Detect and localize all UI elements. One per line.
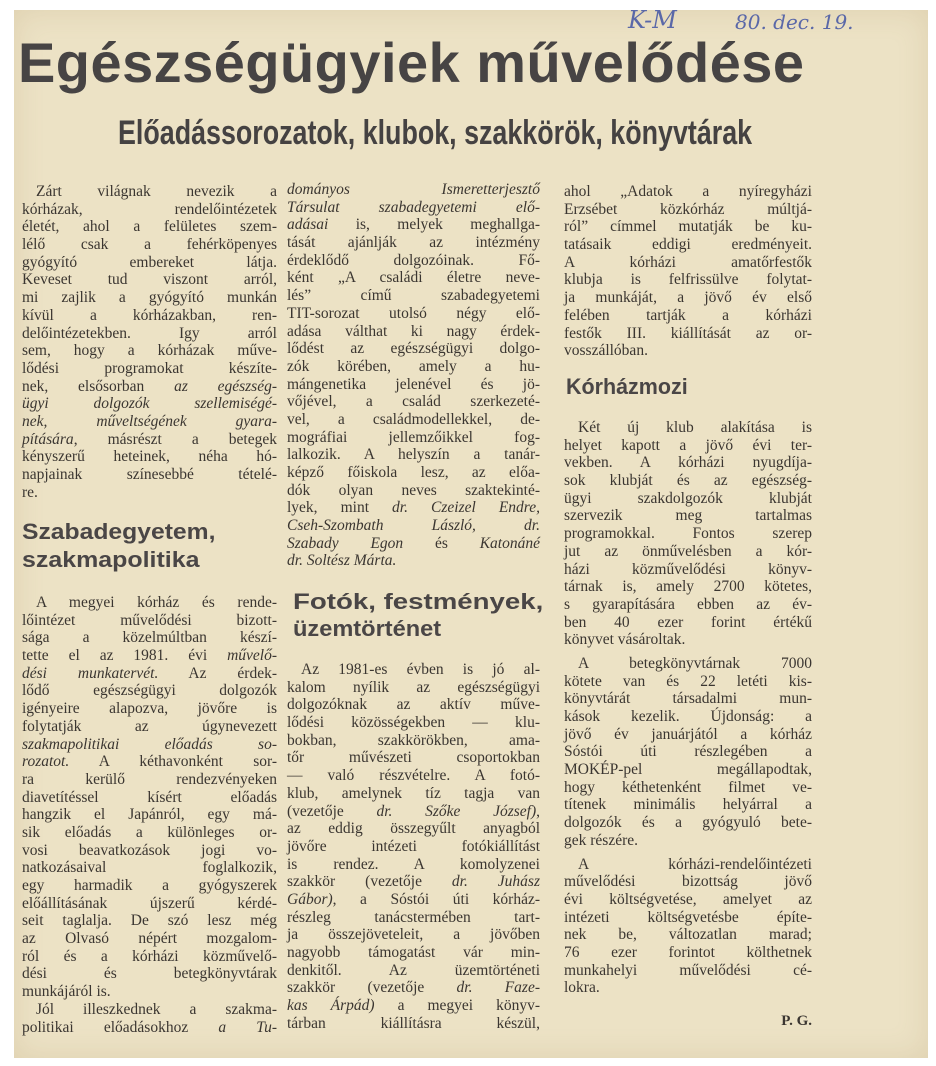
text-line: klub, amelynek tíz tagja van xyxy=(287,784,540,802)
text-line: lőintézet művelődési bizott- xyxy=(22,611,277,629)
section-heading: szakmapolitika xyxy=(22,547,200,572)
text-line xyxy=(287,216,540,234)
text-line xyxy=(287,803,540,821)
text: a megyei könyv- xyxy=(374,997,540,1015)
text-line: vel, a családmodellekkel, de- xyxy=(287,410,540,428)
text-line: tárban kiállításra készül, xyxy=(287,1014,540,1032)
text: A kéthavonként sor- xyxy=(69,753,277,771)
text-line: Sóstói úti részlegében a xyxy=(564,743,812,761)
text: (vezetője xyxy=(287,802,377,820)
column-3-section xyxy=(564,419,812,997)
paragraph xyxy=(22,1001,277,1036)
text-line: intézeti költségvetésbe építe- xyxy=(564,908,812,926)
text-line: Jól illeszkednek a szakma- xyxy=(36,1000,277,1018)
text-line: 76 ezer forintot költhetnek xyxy=(564,943,812,961)
text-line: jövő év januárjától a kórház xyxy=(564,725,812,743)
italic-text: dr. Czeizel Endre, xyxy=(392,499,540,517)
text-line: gyógyító embereket látja. xyxy=(22,253,277,271)
column-1-section xyxy=(22,594,277,1036)
column-3-top xyxy=(564,183,812,360)
text-line: re. xyxy=(22,483,38,501)
text-line: lalkozik. A helyszín a tanár- xyxy=(287,446,540,464)
text-line: lődő egészségügyi dolgozók xyxy=(22,682,277,700)
text-line xyxy=(287,997,540,1015)
text-line: zók körében, amely a hu- xyxy=(287,357,540,375)
italic-text: pítására xyxy=(22,430,74,448)
text-line xyxy=(287,873,540,891)
text-line: kórházak, rendelőintézetek xyxy=(22,200,277,218)
text-line: seit taglalja. De szó lesz még xyxy=(22,912,277,930)
text-line: művelődési bizottság jövő xyxy=(564,873,812,891)
text-line: kalom nyílik az egészségügyi xyxy=(287,678,540,696)
text-line xyxy=(287,181,540,199)
text-line: napjainak színesebbé tételé- xyxy=(22,466,277,483)
text-line: tárnak is, amely 2700 kötetes, xyxy=(564,578,812,596)
section-heading: Kórházmozi xyxy=(566,374,688,399)
section-heading: Fotók, festmények, xyxy=(293,589,544,614)
text: Az érdek- xyxy=(158,664,277,682)
text-line: könyvtárát társadalmi mun- xyxy=(564,690,812,708)
text-line xyxy=(287,552,540,570)
text-line xyxy=(287,517,540,535)
text-line: festők III. kiállítását az or- xyxy=(564,324,812,342)
text-line: folytatják az úgynevezett xyxy=(22,717,277,735)
text: szakkör (vezetője xyxy=(287,873,452,891)
text-line: tőr művészeti csoportokban xyxy=(287,749,540,767)
text: lyek, mint xyxy=(287,499,393,517)
text-line: is rendez. A komolyzenei xyxy=(287,855,540,873)
text-line: lődést az egészségügyi dolgo- xyxy=(287,340,540,358)
section-heading: Szabadegyetem, xyxy=(22,519,216,544)
text: politikai előadásokhoz xyxy=(22,1018,219,1036)
text-line: kötete van és 22 letéti kis- xyxy=(564,672,812,690)
text-line: mi zajlik a gyógyító munkán xyxy=(22,289,277,307)
italic-text: ügyi dolgozók szellemiségé- xyxy=(22,395,277,413)
text-line: Zárt világnak nevezik a xyxy=(36,183,277,200)
text-line: vosi beavatkozások jogi vo- xyxy=(22,841,277,859)
text-line: A betegkönyvtárnak 7000 xyxy=(578,654,812,672)
italic-text: Társulat szabadegyetemi elő- xyxy=(287,198,540,216)
text-line: felében tartják a kórházi xyxy=(564,306,812,324)
column-1-intro xyxy=(22,183,277,501)
text-line: dolgozóknak az aktív műve- xyxy=(287,696,540,714)
text-line: könyvet vásároltak. xyxy=(564,631,686,649)
text-line xyxy=(287,499,540,517)
italic-text: dr. Juhász xyxy=(451,873,540,891)
text-line: Az 1981-es évben is jó al- xyxy=(301,661,540,678)
text-line: kényszerű heteinek, néha hó- xyxy=(22,448,277,466)
author-signature: P. G. xyxy=(781,1013,812,1029)
italic-text: szakmapolitikai előadás so- xyxy=(22,735,277,753)
italic-text: Szabady Egon xyxy=(287,534,404,552)
text-line: ja összejöveteleit, a jövőben xyxy=(287,926,540,944)
paragraph xyxy=(287,181,540,570)
text-line: egy harmadik a gyógyszerek xyxy=(22,877,277,894)
text-line xyxy=(287,199,540,217)
text-line: natkozásaival foglalkozik, xyxy=(22,859,277,877)
text-line: sok klubját és az egészség- xyxy=(564,472,812,490)
italic-text: dr. Szőke József) xyxy=(376,802,537,820)
italic-text: Gábor) xyxy=(287,890,333,908)
italic-text: a Tu- xyxy=(218,1018,277,1036)
text: , xyxy=(536,802,540,820)
paragraph xyxy=(564,419,812,649)
text-line: az Olvasó népért mozgalom- xyxy=(22,930,277,948)
italic-text: dományos Ismeretterjesztő xyxy=(287,181,540,198)
text-line: s gyarapítására ebben az év- xyxy=(564,595,812,613)
section-heading: üzemtörténet xyxy=(293,616,442,641)
text-line: ra kerülő rendezvényeken xyxy=(22,770,277,788)
text: , a Sóstói úti kórház- xyxy=(332,890,540,908)
text: nek, elsősorban xyxy=(22,377,175,395)
text-line: szervezik meg tartalmas xyxy=(564,507,812,525)
text-line xyxy=(22,665,277,683)
paragraph xyxy=(22,183,277,501)
text-line xyxy=(287,535,540,553)
paragraph xyxy=(564,655,812,850)
article-title: Egészségügyiek művelődése xyxy=(18,31,805,94)
italic-text: az egészség- xyxy=(174,377,277,395)
italic-text: kas Árpád) xyxy=(287,997,375,1015)
text-line: vőjével, a család szerkezeté- xyxy=(287,393,540,411)
text-line: ként „A családi életre neve- xyxy=(287,269,540,287)
text-line: lődési programokat készíte- xyxy=(22,359,277,377)
text-line: nagyobb támogatást vár min- xyxy=(287,944,540,961)
text-line: érdeklődő dolgozóinak. Fő- xyxy=(287,251,540,269)
text-line: vekben. A kórházi nyugdíja- xyxy=(564,454,812,472)
text-line: lélő csak a fehérköpenyes xyxy=(22,236,277,254)
text-line: évi költségvetése, amelyet az xyxy=(564,890,812,908)
text-line xyxy=(22,413,277,431)
text-line: az eddig összegyűlt anyagból xyxy=(287,820,540,838)
text-line: helyet kapott a jövő évi ter- xyxy=(564,436,812,454)
italic-text: nek, műveltségének gyara- xyxy=(22,412,277,430)
text-line: sem, hogy a kórházak műve- xyxy=(22,342,277,360)
text-line xyxy=(22,647,277,665)
text-line: jut az önművelésben a kór- xyxy=(564,542,812,560)
text: is, melyek meghallga- xyxy=(328,216,540,234)
text-line: programokkal. Fontos szerep xyxy=(564,525,812,543)
article-subtitle: Előadássorozatok, klubok, szakkörök, könyvtárak xyxy=(118,114,753,152)
text-line: dési és betegkönyvtárak xyxy=(22,965,277,983)
text: , másrészt a betegek xyxy=(73,430,277,448)
text-line: lés” című szabadegyetemi xyxy=(287,287,540,305)
text-line: diavetítéssel kísért előadás xyxy=(22,788,277,806)
text: szakkör (vezetője xyxy=(287,979,457,997)
text-line: bokban, szakkörökben, ama- xyxy=(287,731,540,749)
text-line xyxy=(287,891,540,909)
text-line: A megyei kórház és rende- xyxy=(36,594,277,611)
text-line: képző főiskola lesz, az előa- xyxy=(287,464,540,481)
text-line: delőintézetekben. Igy arról xyxy=(22,324,277,342)
text-line xyxy=(22,395,277,413)
text-line: sik előadás a különleges or- xyxy=(22,823,277,841)
paragraph xyxy=(564,183,812,360)
text-line: előállításának újszerű kérdé- xyxy=(22,894,277,912)
text-line: títenek minimális helyárral a xyxy=(564,796,812,814)
paragraph xyxy=(287,661,540,1032)
text-line: ja munkáját, a jövő év első xyxy=(564,289,812,307)
text-line: adása válthat ki nagy érdek- xyxy=(287,322,540,340)
text-line: munkájáról is. xyxy=(22,983,111,1001)
italic-text: művelő- xyxy=(227,647,277,665)
text-line: dók olyan neves szaktekinté- xyxy=(287,481,540,499)
text-line: házi közművelődési könyv- xyxy=(564,560,812,578)
paragraph xyxy=(564,856,812,998)
paragraph xyxy=(22,594,277,1001)
text-line: Két új klub alakítása is xyxy=(578,419,812,436)
text-line: kások kezelik. Újdonság: a xyxy=(564,708,812,725)
text-line: denkitől. Az üzemtörténeti xyxy=(287,961,540,979)
text-line: ügyi szakdolgozók klubját xyxy=(564,489,812,507)
italic-text: rozatot. xyxy=(22,753,70,771)
italic-text: adásai xyxy=(287,216,329,234)
text-line: klubja is felfrissülve folytat- xyxy=(564,271,812,289)
text-line: hangzik el Japánról, egy má- xyxy=(22,806,277,824)
text: és xyxy=(403,534,480,552)
text-line: lokra. xyxy=(564,979,600,997)
text-line: MOKÉP-pel megállapodtak, xyxy=(564,761,812,779)
text-line xyxy=(22,378,277,396)
text-line: dolgozók és a gyógyuló bete- xyxy=(564,814,812,832)
text-line xyxy=(287,979,540,997)
handwritten-date-note: 80. dec. 19. xyxy=(735,10,854,34)
column-2-section xyxy=(287,661,540,1032)
italic-text: dr. Faze- xyxy=(456,979,541,997)
text-line: ról és a kórházi közművelő- xyxy=(22,947,277,965)
text-line: A kórházi amatőrfestők xyxy=(564,253,812,271)
italic-text: Katonáné xyxy=(479,534,540,552)
text-line: — való részvételre. A fotó- xyxy=(287,767,540,785)
text-line: tását ajánlják az intézmény xyxy=(287,234,540,252)
italic-text: Cseh-Szombath László, dr. xyxy=(287,517,540,535)
text-line xyxy=(22,431,277,449)
text-line: ben 40 ezer forint értékű xyxy=(564,613,812,631)
text-line: részleg tanácstermében tart- xyxy=(287,908,540,926)
text-line: kívül a kórházakban, ren- xyxy=(22,306,277,324)
text-line: sága a közelmúltban készí- xyxy=(22,629,277,647)
text-line: tatásaik eddigi eredményeit. xyxy=(564,236,812,254)
text-line: hogy kéthetenként filmet ve- xyxy=(564,778,812,796)
handwritten-source-note: K-M xyxy=(628,6,677,34)
column-2-top xyxy=(287,181,540,570)
text-line xyxy=(22,753,277,771)
text: tette el az 1981. évi xyxy=(22,647,228,665)
text-line: mográfiai jellemzőikkel fog- xyxy=(287,428,540,446)
text-line xyxy=(22,1019,277,1037)
text-line: nek be, változatlan marad; xyxy=(564,926,812,944)
text-line: munkahelyi művelődési cé- xyxy=(564,961,812,979)
text-line: A kórházi-rendelőintézeti xyxy=(578,855,812,873)
text-line: Keveset tud viszont arról, xyxy=(22,271,277,289)
text-line: igényeire alapozva, jövőre is xyxy=(22,700,277,718)
text-line: gek részére. xyxy=(564,831,639,849)
text-line: vosszállóban. xyxy=(564,342,648,360)
text-line: lődési közösségekben — klu- xyxy=(287,714,540,732)
text-line: ról” címmel mutatják be ku- xyxy=(564,218,812,236)
text-line: életét, ahol a felületes szem- xyxy=(22,218,277,236)
italic-text: dr. Soltész Márta. xyxy=(287,552,397,570)
text-line: ahol „Adatok a nyíregyházi xyxy=(564,183,812,200)
text-line xyxy=(22,736,277,754)
text-line: TIT-sorozat utolsó négy elő- xyxy=(287,304,540,322)
italic-text: dési munkatervét. xyxy=(22,664,159,682)
text-line: mángenetika jelenével és jö- xyxy=(287,375,540,393)
text-line: jövőre intézeti fotókiállítást xyxy=(287,837,540,855)
text-line: Erzsébet közkórház múltjá- xyxy=(564,200,812,218)
